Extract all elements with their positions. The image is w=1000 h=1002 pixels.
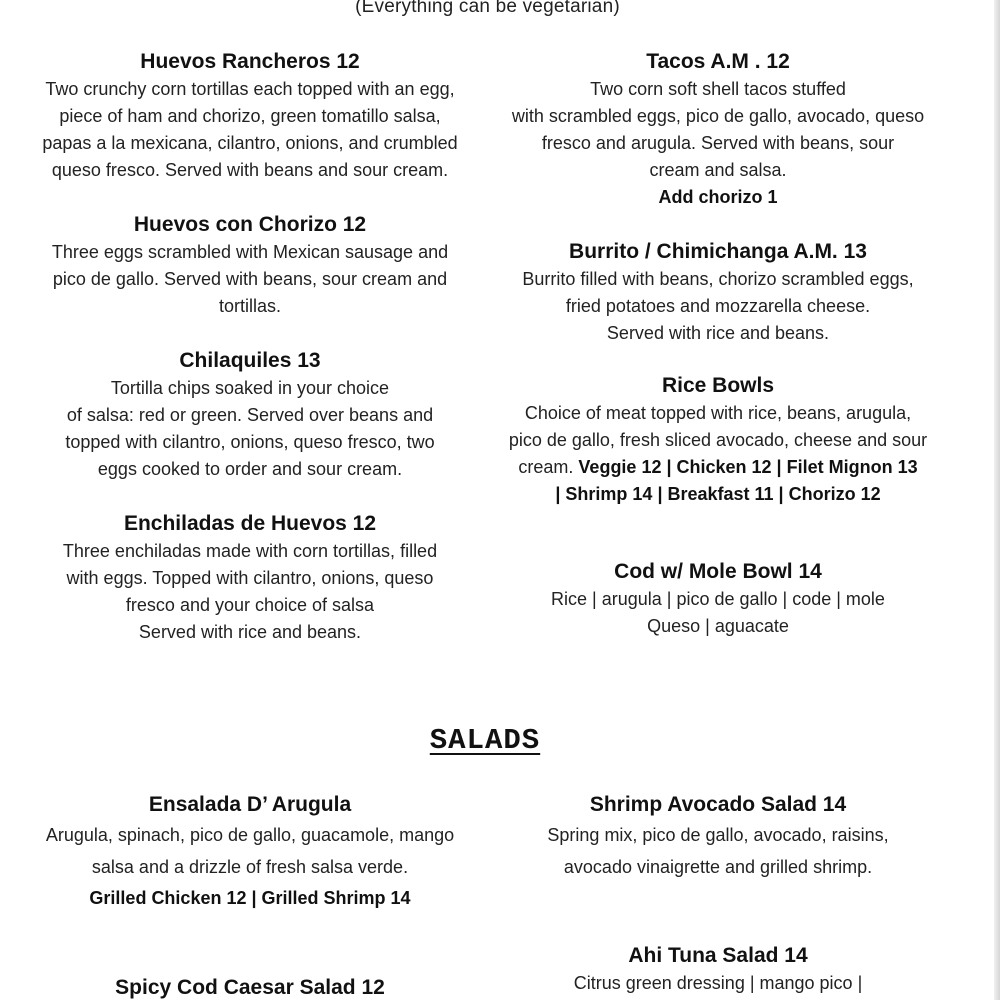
item-description xyxy=(5,239,495,320)
item-name: Spicy Cod Caesar Salad 12 xyxy=(115,976,385,999)
desc-line: Spring mix, pico de gallo, avocado, raisins, xyxy=(547,825,889,845)
desc-line: fresco and arugula. Served with beans, sour xyxy=(541,133,895,153)
menu-item-ahi-tuna-salad xyxy=(493,942,943,997)
item-name: Burrito / Chimichanga A.M. 13 xyxy=(569,240,867,263)
item-name: Ahi Tuna Salad 14 xyxy=(628,944,808,967)
menu-item-enchiladas-de-huevos xyxy=(5,510,495,646)
menu-item-huevos-rancheros xyxy=(5,48,495,184)
menu-item-spicy-cod-caesar xyxy=(5,974,495,1002)
item-description xyxy=(493,586,943,640)
desc-line xyxy=(493,454,943,481)
item-description xyxy=(493,266,943,347)
desc-line: Queso | aguacate xyxy=(647,616,789,636)
desc-line: eggs cooked to order and sour cream. xyxy=(97,459,403,479)
desc-line: Three eggs scrambled with Mexican sausage and xyxy=(51,242,449,262)
item-description xyxy=(493,819,943,883)
item-name: Tacos A.M . 12 xyxy=(646,50,790,73)
menu-subtitle: (Everything can be vegetarian) xyxy=(355,0,620,17)
desc-line: fried potatoes and mozzarella cheese. xyxy=(565,296,871,316)
desc-line: pico de gallo. Served with beans, sour cream and xyxy=(52,269,448,289)
add-on-option: Add chorizo 1 xyxy=(658,187,778,207)
section-title-text: SALADS xyxy=(429,724,541,757)
menu-item-huevos-con-chorizo xyxy=(5,211,495,320)
item-name: Shrimp Avocado Salad 14 xyxy=(589,793,847,816)
desc-line: fresco and your choice of salsa xyxy=(125,595,375,615)
desc-line: tortillas. xyxy=(218,296,281,316)
menu-item-burrito-chimichanga xyxy=(493,238,943,347)
desc-line: Two corn soft shell tacos stuffed xyxy=(590,79,846,99)
desc-line: Tortilla chips soaked in your choice xyxy=(110,378,390,398)
item-description xyxy=(493,970,943,997)
desc-line: pico de gallo, fresh sliced avocado, cheese and sour xyxy=(508,430,928,450)
desc-line: topped with cilantro, onions, queso fresco, two xyxy=(65,432,435,452)
desc-line: Rice | arugula | pico de gallo | code | mole xyxy=(551,589,885,609)
desc-line: cream and salsa. xyxy=(649,160,787,180)
item-description xyxy=(5,76,495,184)
desc-line: Choice of meat topped with rice, beans, arugula, xyxy=(524,403,912,423)
add-on-option: Grilled Chicken 12 | Grilled Shrimp 14 xyxy=(89,888,411,908)
page-edge xyxy=(994,0,1000,1000)
desc-line: papas a la mexicana, cilantro, onions, and crumbled xyxy=(42,133,458,153)
desc-line xyxy=(493,481,943,508)
desc-line: avocado vinaigrette and grilled shrimp. xyxy=(563,857,873,877)
desc-line: with scrambled eggs, pico de gallo, avocado, queso xyxy=(511,106,925,126)
item-description xyxy=(493,76,943,184)
menu-item-chilaquiles xyxy=(5,347,495,483)
menu-item-rice-bowls xyxy=(493,372,943,508)
desc-line: Three enchiladas made with corn tortillas, filled xyxy=(62,541,438,561)
menu-item-shrimp-avocado-salad xyxy=(493,791,943,883)
item-name: Cod w/ Mole Bowl 14 xyxy=(614,560,822,583)
item-description xyxy=(5,819,495,883)
desc-line: Burrito filled with beans, chorizo scrambled eggs, xyxy=(522,269,914,289)
desc-line: Served with rice and beans. xyxy=(138,622,362,642)
item-name: Ensalada D’ Arugula xyxy=(148,793,352,816)
desc-line: piece of ham and chorizo, green tomatillo salsa, xyxy=(59,106,441,126)
menu-item-tacos-am xyxy=(493,48,943,211)
item-description xyxy=(5,538,495,646)
desc-line: queso fresco. Served with beans and sour cream. xyxy=(51,160,449,180)
item-description xyxy=(5,375,495,483)
item-name: Huevos Rancheros 12 xyxy=(140,50,360,73)
desc-line: of salsa: red or green. Served over beans and xyxy=(66,405,434,425)
item-name: Chilaquiles 13 xyxy=(179,349,321,372)
item-name: Rice Bowls xyxy=(661,374,775,397)
desc-line: salsa and a drizzle of fresh salsa verde. xyxy=(91,857,409,877)
item-name: Huevos con Chorizo 12 xyxy=(133,213,367,236)
desc-line: with eggs. Topped with cilantro, onions, queso xyxy=(66,568,434,588)
desc-line: Served with rice and beans. xyxy=(606,323,830,343)
desc-line: Citrus green dressing | mango pico | xyxy=(573,973,863,993)
menu-item-cod-mole-bowl xyxy=(493,558,943,640)
menu-item-ensalada-arugula xyxy=(5,791,495,913)
item-description xyxy=(493,400,943,508)
price-options: Veggie 12 | Chicken 12 | Filet Mignon 13 xyxy=(578,457,918,477)
desc-line: Arugula, spinach, pico de gallo, guacamole, mango xyxy=(45,825,455,845)
section-title-salads xyxy=(0,724,970,757)
item-name: Enchiladas de Huevos 12 xyxy=(123,512,377,535)
price-options: | Shrimp 14 | Breakfast 11 | Chorizo 12 xyxy=(555,484,881,504)
desc-prefix: cream. xyxy=(518,457,579,477)
desc-line: Two crunchy corn tortillas each topped with an egg, xyxy=(45,79,455,99)
